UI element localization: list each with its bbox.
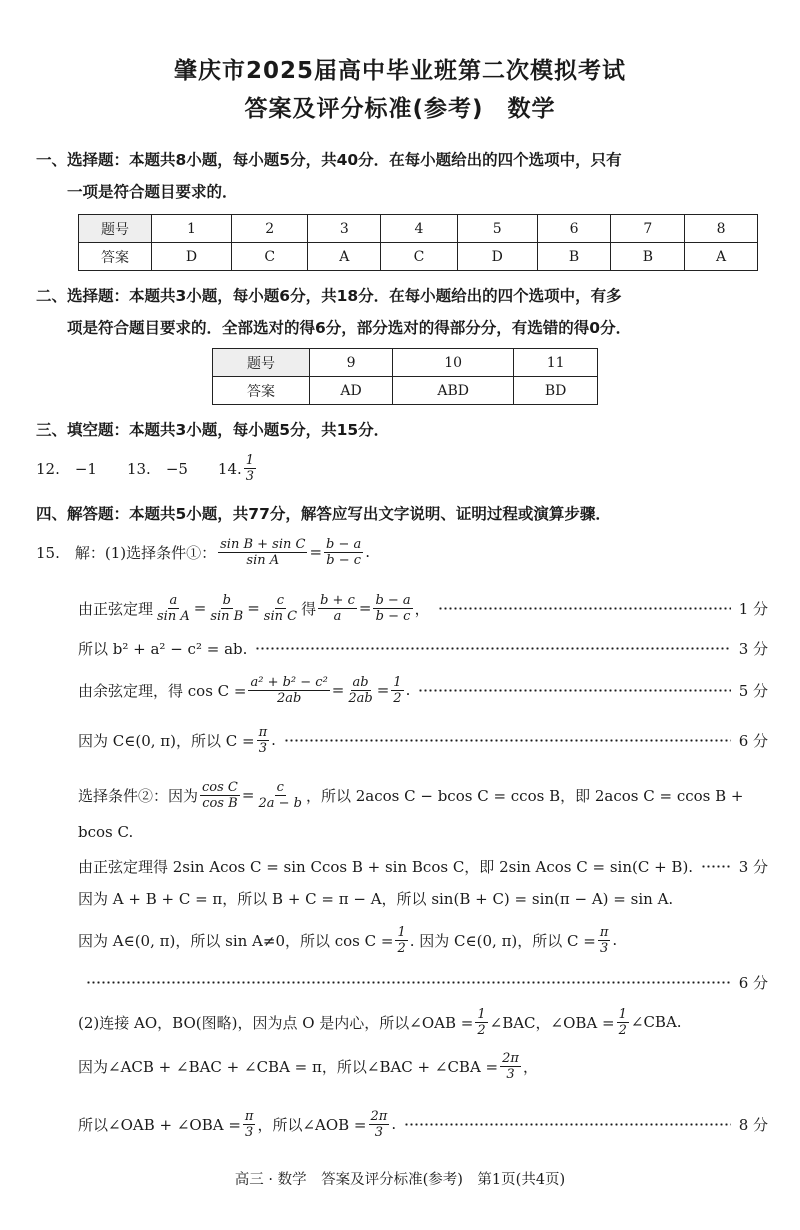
numerator: 1: [397, 924, 406, 940]
solution-line: [78, 670, 768, 710]
text-segment: ，所以 2acos C − bcos C = ccos B，即 2acos C = ccos B +: [305, 786, 744, 805]
table-cell: 9: [310, 349, 393, 377]
denominator: 3: [599, 940, 609, 956]
numerator: π: [258, 724, 268, 740]
table-cell: 4: [381, 215, 458, 243]
numerator: b: [222, 592, 231, 608]
dot-leader: [418, 689, 730, 692]
solution-line: [78, 1046, 768, 1086]
text-segment: 由正弦定理: [78, 599, 154, 618]
table-cell: 7: [611, 215, 685, 243]
fraction: [500, 1051, 521, 1082]
row-label: 题号: [213, 349, 310, 377]
text-segment: bcos C.: [78, 823, 134, 841]
text-segment: ∠BAC，∠OBA =: [489, 1013, 615, 1032]
solution-line: [78, 628, 768, 668]
section-1-text-cont: 一项是符合题目要求的．: [36, 183, 238, 201]
table-cell: 10: [393, 349, 514, 377]
text-segment: 因为 A + B + C = π，所以 B + C = π − A，所以 sin(B + C) = sin(π − A) = sin A.: [78, 889, 674, 908]
text-segment: =: [376, 681, 390, 699]
solution-line: [78, 1104, 768, 1144]
denominator: sin C: [263, 608, 298, 624]
solution-line: [78, 920, 768, 960]
text-segment: 因为 C∈(0, π)，所以 C =: [78, 731, 255, 750]
numerator: c: [276, 779, 284, 795]
fraction: [369, 1109, 390, 1140]
row-label: 答案: [79, 243, 152, 271]
numerator: a: [169, 592, 178, 608]
fraction: [218, 537, 307, 568]
text-segment: 选择条件②：因为: [78, 786, 199, 805]
fraction: [155, 593, 192, 624]
table-cell: D: [457, 243, 537, 271]
score-label: 6 分: [738, 731, 768, 750]
numerator: 2π: [502, 1050, 519, 1066]
denominator: 2ab: [348, 690, 373, 706]
table-cell: D: [152, 243, 232, 271]
section-1-heading: [36, 144, 776, 208]
denominator: b − c: [375, 608, 411, 624]
denominator: 2: [477, 1022, 486, 1038]
solution-line: [78, 775, 768, 815]
row-label: 题号: [79, 215, 152, 243]
table-row-answers: [79, 243, 758, 271]
text-segment: .: [612, 931, 618, 949]
section-2-text: 二、选择题：本题共3小题，每小题6分，共18分．在每小题给出的四个选项中，有多: [36, 287, 622, 305]
solution-line: [36, 532, 766, 572]
fraction: [373, 593, 412, 624]
fraction: [257, 725, 270, 756]
fraction: [262, 593, 299, 624]
numerator: 2π: [370, 1108, 388, 1124]
fraction: [617, 1007, 629, 1038]
table-cell: B: [611, 243, 685, 271]
dot-leader: [701, 865, 731, 868]
fraction: [208, 593, 245, 624]
text-segment: 得: [301, 599, 317, 618]
denominator: sin A: [157, 608, 190, 624]
text-segment: ，: [414, 599, 430, 618]
text-segment: 由正弦定理得 2sin Acos C = sin Ccos B + sin Bcos C，即 2sin Acos C = sin(C + B).: [78, 857, 694, 876]
text-segment: .: [271, 731, 276, 749]
answer-table-1: [78, 214, 758, 271]
score-label: 8 分: [738, 1115, 768, 1134]
numerator: b − a: [375, 592, 411, 608]
table-cell: 8: [685, 215, 758, 243]
denominator: 3: [506, 1066, 515, 1082]
fraction: [324, 537, 363, 568]
table-cell: 6: [537, 215, 611, 243]
numerator: π: [599, 924, 609, 940]
numerator: π: [244, 1108, 254, 1124]
text-segment: 15. 解：(1)选择条件①：: [36, 543, 217, 562]
table-cell: ABD: [393, 377, 514, 405]
section-1-text: 一、选择题：本题共8小题，每小题5分，共40分．在每小题给出的四个选项中，只有: [36, 151, 622, 169]
dot-leader: [404, 1123, 731, 1126]
fraction: [475, 1007, 487, 1038]
page-footer: 高三 · 数学 答案及评分标准(参考) 第1页(共4页): [234, 1172, 566, 1188]
denominator: b − c: [326, 552, 362, 568]
solution-line: [78, 588, 768, 628]
score-label: 1 分: [738, 599, 768, 618]
table-cell: A: [685, 243, 758, 271]
table-row-questions: [213, 349, 598, 377]
text-segment: .: [391, 1115, 397, 1133]
answer-table-2: [212, 348, 598, 405]
text-segment: .: [405, 681, 411, 699]
numerator: b − a: [326, 536, 362, 552]
numerator: 1: [245, 452, 255, 468]
text-segment: =: [331, 681, 345, 699]
text-segment: ，: [522, 1057, 538, 1076]
numerator: cos C: [202, 779, 238, 795]
text-segment: (2)连接 AO，BO(图略)，因为点 O 是内心，所以∠OAB =: [78, 1013, 474, 1032]
section-2-heading: [36, 280, 776, 344]
fraction: [346, 675, 374, 706]
table-cell: A: [308, 243, 381, 271]
denominator: 2ab: [276, 690, 302, 706]
text-segment: 因为∠ACB + ∠BAC + ∠CBA = π，所以∠BAC + ∠CBA =: [78, 1057, 499, 1076]
document-title: 肇庆市2025届高中毕业班第二次模拟考试: [173, 58, 626, 84]
fraction: [243, 1109, 256, 1140]
document-subtitle: 答案及评分标准(参考) 数学: [244, 96, 556, 122]
solution-line: [78, 1002, 768, 1042]
fraction: [391, 675, 403, 706]
table-row-questions: [79, 215, 758, 243]
text-segment: .: [365, 543, 371, 561]
text-segment: =: [241, 786, 255, 804]
table-cell: B: [537, 243, 611, 271]
solution-line: [78, 720, 768, 760]
text-segment: 所以∠OAB + ∠OBA =: [78, 1115, 241, 1134]
denominator: sin A: [246, 552, 280, 568]
numerator: c: [276, 592, 285, 608]
score-label: 3 分: [738, 857, 768, 876]
table-cell: 1: [152, 215, 232, 243]
score-label: 6 分: [738, 973, 768, 992]
text-segment: =: [247, 599, 260, 617]
section-2-text-cont: 项是符合题目要求的．全部选对的得6分，部分选对的得部分分，有选错的得0分．: [36, 319, 632, 337]
dot-leader: [438, 607, 731, 610]
text-segment: =: [309, 543, 323, 561]
numerator: ab: [352, 674, 369, 690]
score-label: 5 分: [738, 681, 768, 700]
denominator: a: [333, 608, 342, 624]
denominator: 2: [618, 1022, 627, 1038]
denominator: 3: [245, 1124, 254, 1140]
denominator: 2: [397, 940, 406, 956]
numerator: 1: [618, 1006, 627, 1022]
fraction: [244, 453, 256, 484]
numerator: a² + b² − c²: [250, 674, 328, 690]
dot-leader: [255, 647, 730, 650]
denominator: cos B: [202, 795, 238, 811]
table-cell: C: [231, 243, 308, 271]
table-cell: 3: [308, 215, 381, 243]
denominator: sin B: [210, 608, 244, 624]
denominator: 3: [245, 468, 255, 484]
table-cell: BD: [514, 377, 598, 405]
fraction: [200, 780, 240, 811]
denominator: 3: [374, 1124, 384, 1140]
text-segment: 所以 b² + a² − c² = ab.: [78, 639, 248, 658]
text-segment: ，所以∠AOB =: [257, 1115, 367, 1134]
fraction: [598, 925, 611, 956]
section-4-heading: 四、解答题：本题共5小题，共77分，解答应写出文字说明、证明过程或演算步骤．: [36, 505, 611, 523]
denominator: 2a − b: [258, 795, 302, 811]
table-cell: C: [381, 243, 458, 271]
denominator: 3: [258, 740, 267, 756]
fraction: [256, 780, 304, 811]
denominator: 2: [393, 690, 402, 706]
dot-leader: [284, 739, 731, 742]
table-cell: AD: [310, 377, 393, 405]
solution-line: [78, 878, 768, 918]
numerator: 1: [477, 1006, 486, 1022]
score-label: 3 分: [738, 639, 768, 658]
text-segment: 12. −1 13. −5 14.: [36, 459, 242, 478]
section-3-heading: 三、填空题：本题共3小题，每小题5分，共15分．: [36, 421, 390, 439]
dot-leader: [86, 981, 731, 984]
text-segment: ∠CBA.: [630, 1013, 682, 1031]
fill-in-answers: [36, 448, 258, 488]
table-cell: 2: [231, 215, 308, 243]
text-segment: =: [193, 599, 207, 617]
table-cell: 5: [457, 215, 537, 243]
text-segment: 由余弦定理，得 cos C =: [78, 681, 247, 700]
numerator: sin B + sin C: [220, 536, 306, 552]
numerator: b + c: [320, 592, 355, 608]
text-segment: . 因为 C∈(0, π)，所以 C =: [409, 931, 596, 950]
text-segment: 因为 A∈(0, π)，所以 sin A≠0，所以 cos C =: [78, 931, 394, 950]
solution-line: [78, 962, 768, 1002]
row-label: 答案: [213, 377, 310, 405]
text-segment: =: [358, 599, 372, 617]
fraction: [318, 593, 357, 624]
fraction: [248, 675, 329, 706]
numerator: 1: [393, 674, 402, 690]
fraction: [395, 925, 407, 956]
table-row-answers: [213, 377, 598, 405]
table-cell: 11: [514, 349, 598, 377]
